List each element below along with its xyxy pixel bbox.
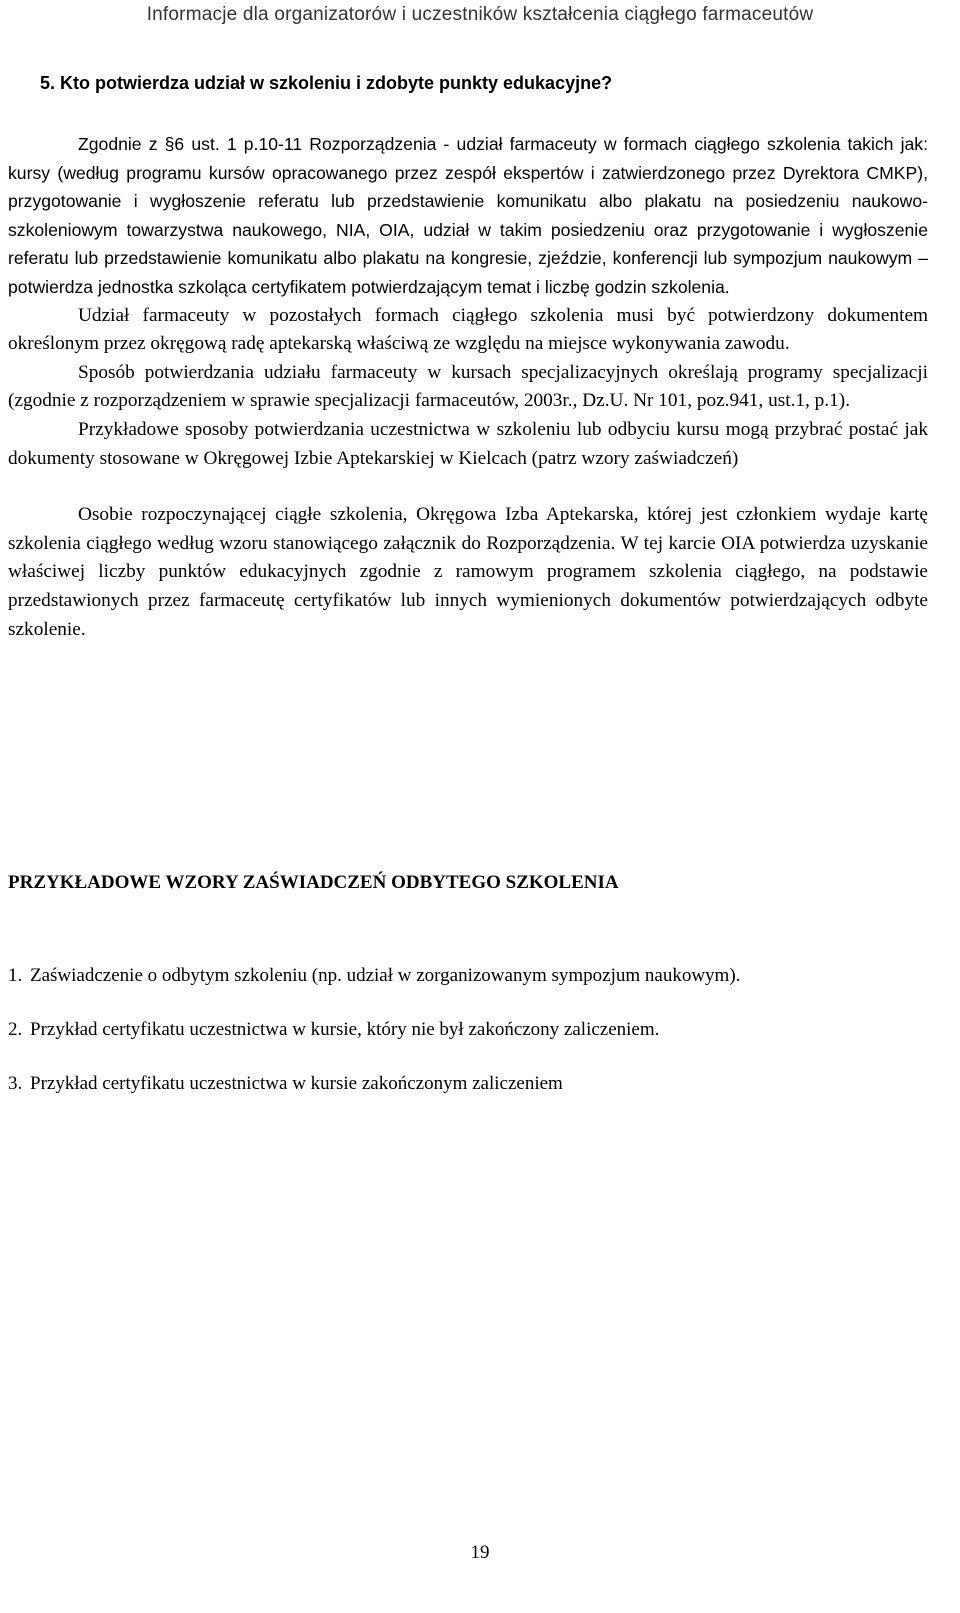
paragraph-training-card: Osobie rozpoczynającej ciągłe szkolenia, Okręgowa Izba Aptekarska, której jest członkiem wydaje kartę szkolenia ciągłego według wzoru stanowiącego załącznik do Rozporządzenia. W tej karcie OIA potwierdza uzyskanie właściwej liczby punktów edukacyjnych zgodnie z ramowym programem szkolenia ciągłego, na podstawie przedstawionych przez farmaceutę certyfikatów lub innych wymienionych dokumentów potwierdzających odbyte szkolenie. bbox=[8, 504, 928, 640]
list-item-number: 1. bbox=[8, 965, 23, 986]
paragraph-examples-kielce: Przykładowe sposoby potwierdzania uczestnictwa w szkoleniu lub odbyciu kursu mogą przybrać postać jak dokumenty stosowane w Okręgowej Izbie Aptekarskiej w Kielcach (patrz wzory zaświadczeń) bbox=[8, 418, 928, 469]
body-text bbox=[8, 130, 928, 644]
section-heading: 5. Kto potwierdza udział w szkoleniu i zdobyte punkty edukacyjne? bbox=[40, 73, 613, 93]
list-item-text: Przykład certyfikatu uczestnictwa w kursie zakończonym zaliczeniem bbox=[30, 1073, 563, 1094]
list-item bbox=[8, 1016, 888, 1044]
list-item bbox=[8, 962, 888, 990]
list-item-text: Przykład certyfikatu uczestnictwa w kursie, który nie był zakończony zaliczeniem. bbox=[30, 1019, 660, 1040]
list-item bbox=[8, 1070, 888, 1098]
page-number: 19 bbox=[470, 1542, 490, 1563]
list-item-number: 3. bbox=[8, 1073, 23, 1094]
paragraph-other-forms: Udział farmaceuty w pozostałych formach ciągłego szkolenia musi być potwierdzony dokumentem określonym przez okręgową radę aptekarską właściwą ze względu na miejsce wykonywania zawodu. bbox=[8, 304, 928, 355]
paragraph-legal-basis: Zgodnie z §6 ust. 1 p.10-11 Rozporządzenia - udział farmaceuty w formach ciągłego szkolenia takich jak: kursy (według programu kursów opracowanego przez zespół ekspertów i zatwierdzonego przez Dyrektora CMKP), przygotowanie i wygłoszenie referatu lub przedstawienie komunikatu albo plakatu na posiedzeniu naukowo-szkoleniowym towarzystwa naukowego, NIA, OIA, udział w takim posiedzeniu oraz przygotowanie i wygłoszenie referatu lub przedstawienie komunikatu albo plakatu na kongresie, zjeździe, konferencji lub sympozjum naukowym – potwierdza jednostka szkoląca certyfikatem potwierdzającym temat i liczbę godzin szkolenia. bbox=[8, 134, 928, 297]
examples-heading: PRZYKŁADOWE WZORY ZAŚWIADCZEŃ ODBYTEGO SZKOLENIA bbox=[8, 872, 619, 893]
paragraph-specialization: Sposób potwierdzania udziału farmaceuty w kursach specjalizacyjnych określają programy specjalizacji (zgodnie z rozporządzeniem w sprawie specjalizacji farmaceutów, 2003r., Dz.U. Nr 101, poz.941, ust.1, p.1). bbox=[8, 361, 928, 412]
list-item-number: 2. bbox=[8, 1019, 23, 1040]
examples-list bbox=[8, 962, 888, 1124]
running-header: Informacje dla organizatorów i uczestników kształcenia ciągłego farmaceutów bbox=[146, 4, 814, 25]
list-item-text: Zaświadczenie o odbytym szkoleniu (np. udział w zorganizowanym sympozjum naukowym). bbox=[30, 965, 741, 986]
